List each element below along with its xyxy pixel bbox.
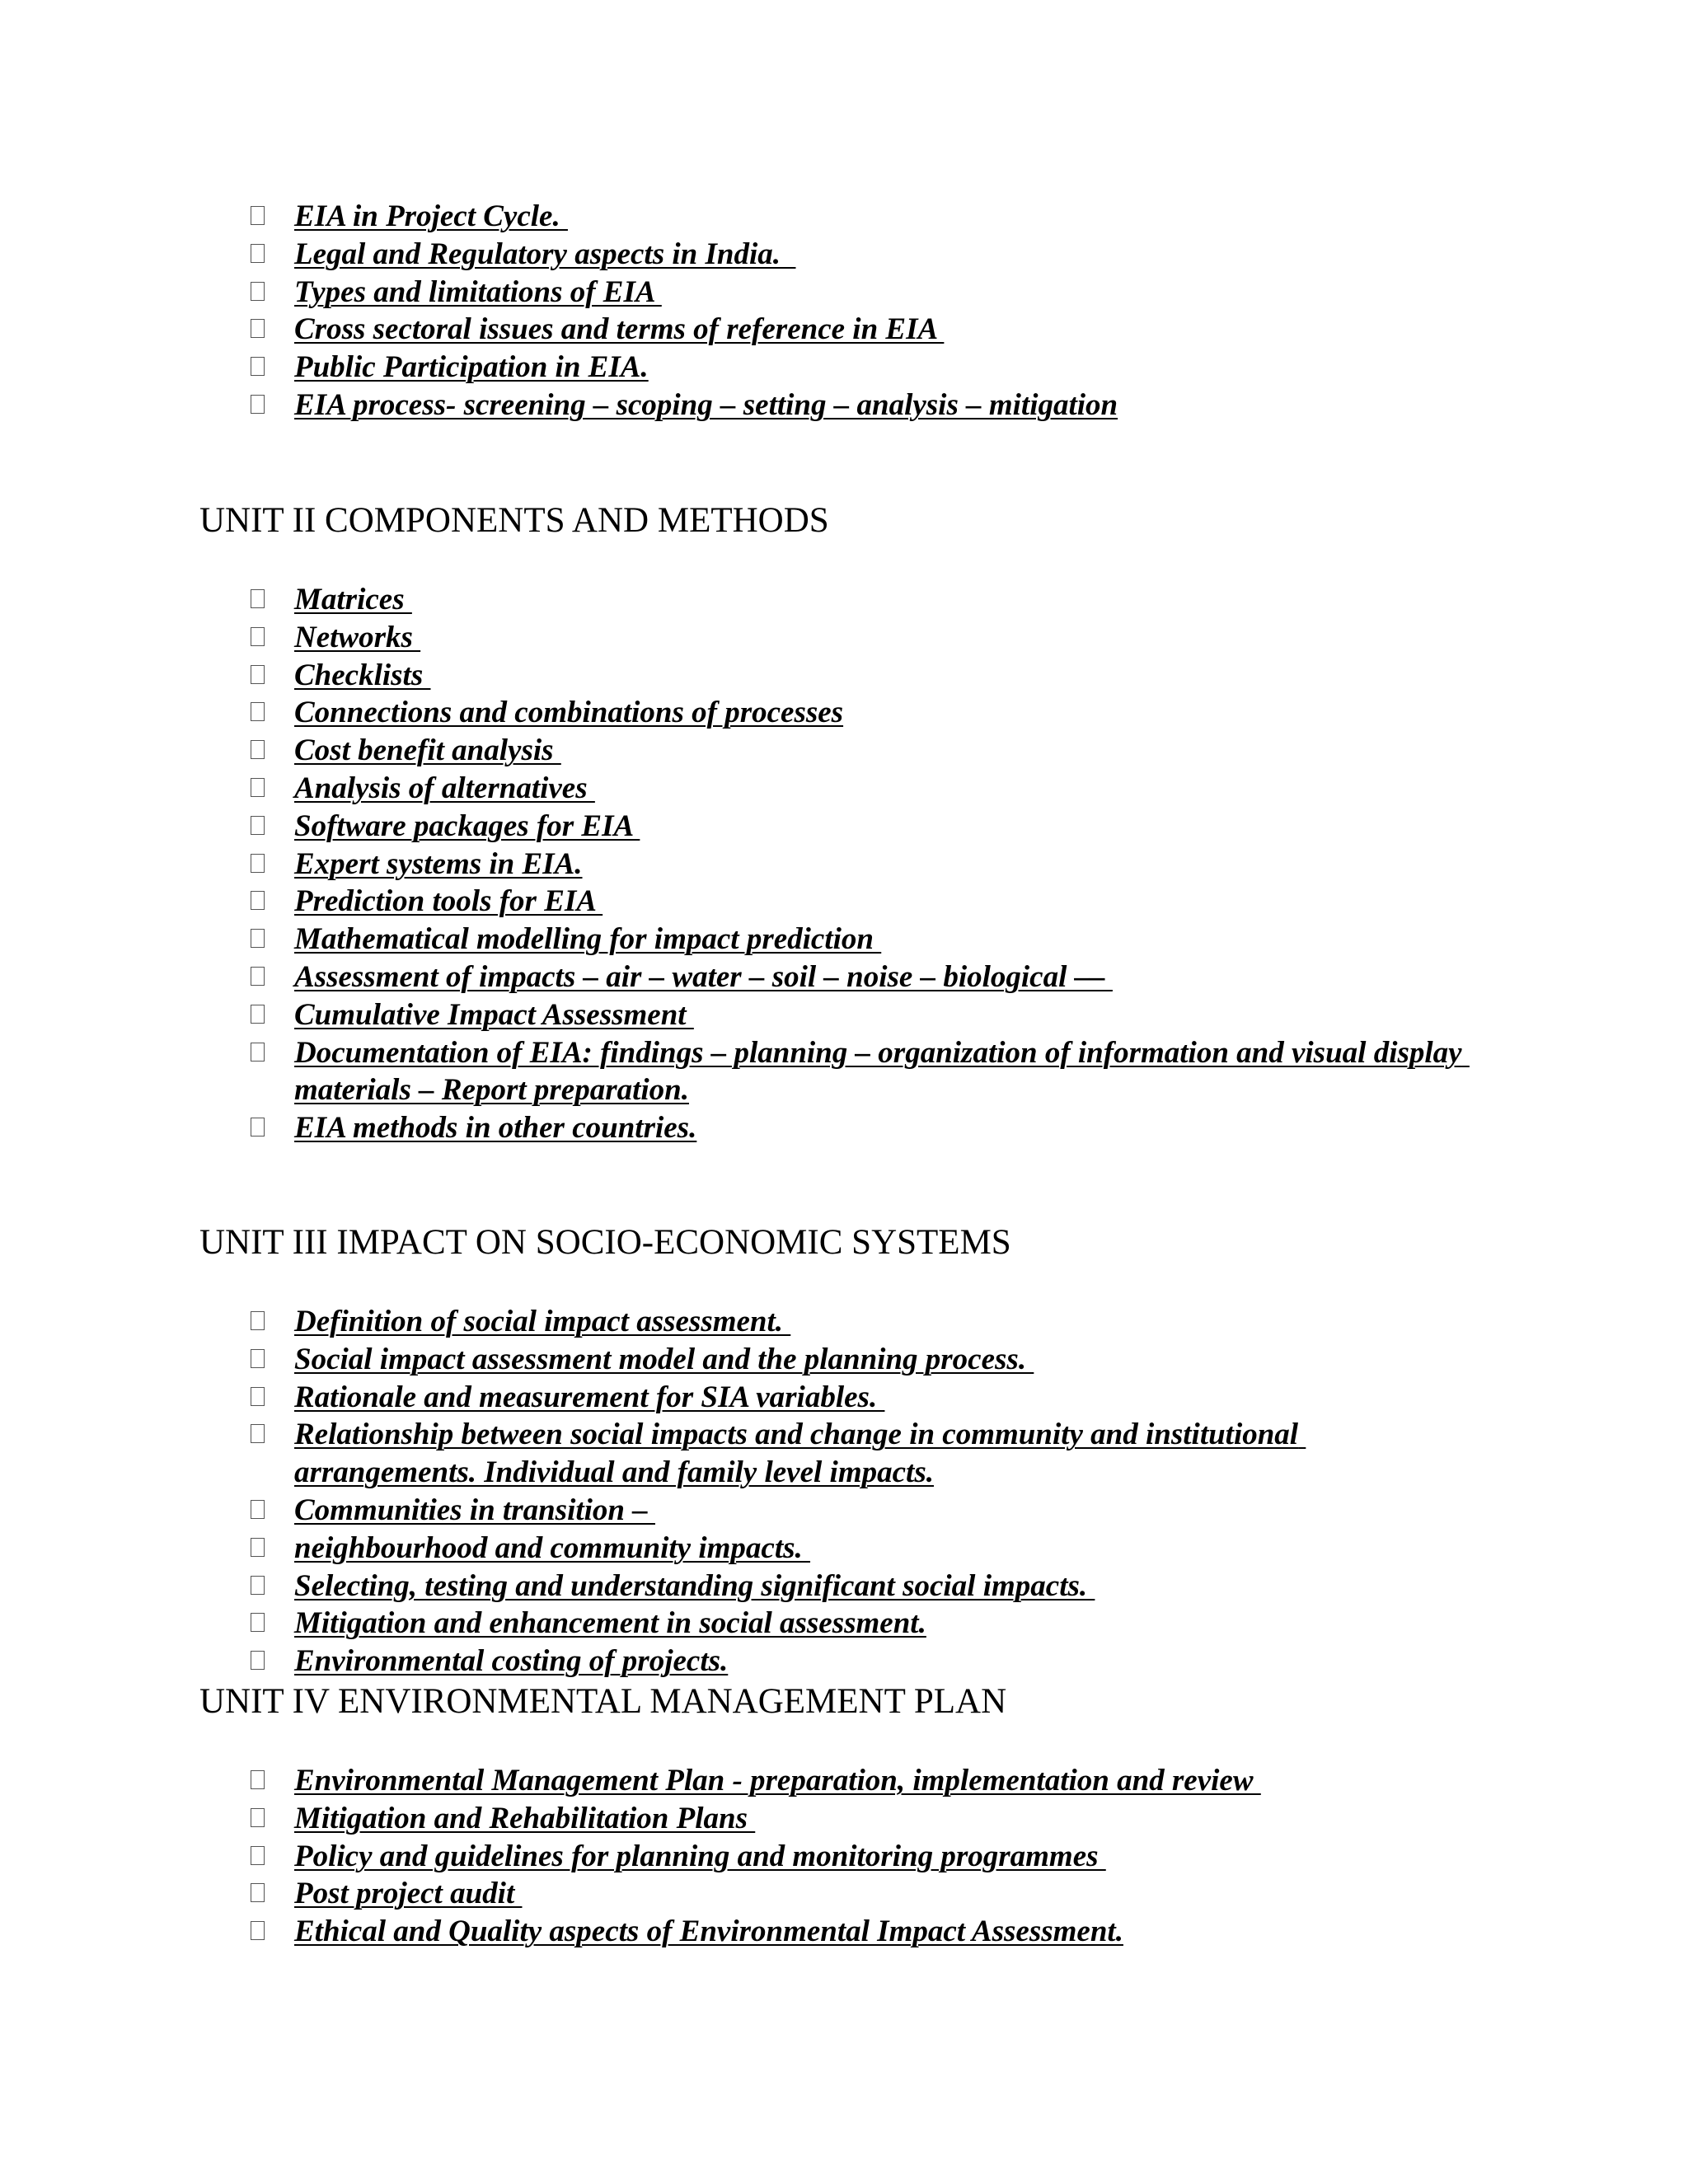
unit2-heading: UNIT II COMPONENTS AND METHODS <box>199 501 829 540</box>
list-item <box>0 1303 1688 1341</box>
list-item <box>0 1800 1688 1838</box>
topic-text: Software packages for EIA <box>294 808 640 843</box>
list-item <box>0 996 1688 1034</box>
checkbox-bullet-icon <box>251 1651 265 1670</box>
topic-text: Documentation of EIA: findings – planning – organization of information and visual display materials – Report preparation. <box>294 1035 1470 1108</box>
topic-text: Legal and Regulatory aspects in India. <box>294 237 796 271</box>
topic-text: Prediction tools for EIA <box>294 884 603 919</box>
list-item <box>0 1913 1688 1951</box>
checkbox-bullet-icon <box>251 891 265 910</box>
checkbox-bullet-icon <box>251 1538 265 1557</box>
checkbox-bullet-icon <box>251 1311 265 1330</box>
list-item <box>0 1568 1688 1605</box>
topic-text: Public Participation in EIA. <box>294 350 649 385</box>
list-item <box>0 1530 1688 1568</box>
topic-text: Rationale and measurement for SIA variables. <box>294 1380 885 1414</box>
list-item <box>0 883 1688 921</box>
topic-text: Post project audit <box>294 1877 523 1911</box>
list-item <box>0 1875 1688 1913</box>
list-item <box>0 619 1688 657</box>
checkbox-bullet-icon <box>251 929 265 948</box>
checkbox-bullet-icon <box>251 1576 265 1595</box>
list-item <box>0 694 1688 732</box>
checkbox-bullet-icon <box>251 702 265 721</box>
list-item <box>0 1492 1688 1530</box>
topic-text: Checklists <box>294 658 431 692</box>
checkbox-bullet-icon <box>251 282 265 301</box>
list-item <box>0 958 1688 996</box>
checkbox-bullet-icon <box>251 395 265 414</box>
list-item <box>0 1643 1688 1680</box>
list-item <box>0 198 1688 236</box>
list-item <box>0 1416 1688 1492</box>
unit3-topic-list <box>0 1303 1688 1680</box>
checkbox-bullet-icon <box>251 1808 265 1827</box>
list-item <box>0 921 1688 958</box>
list-item <box>0 311 1688 349</box>
topic-text: EIA methods in other countries. <box>294 1111 697 1146</box>
checkbox-bullet-icon <box>251 1883 265 1902</box>
list-item <box>0 1034 1688 1110</box>
list-item <box>0 387 1688 424</box>
list-item <box>0 770 1688 808</box>
checkbox-bullet-icon <box>251 1424 265 1443</box>
topic-text: Cumulative Impact Assessment <box>294 997 694 1032</box>
checkbox-bullet-icon <box>251 665 265 684</box>
topic-text: Social impact assessment model and the planning process. <box>294 1342 1034 1376</box>
checkbox-bullet-icon <box>251 1387 265 1406</box>
unit3-heading: UNIT III IMPACT ON SOCIO-ECONOMIC SYSTEMS <box>199 1223 1011 1262</box>
checkbox-bullet-icon <box>251 1118 265 1137</box>
topic-text: Cross sectoral issues and terms of reference in EIA <box>294 312 945 347</box>
checkbox-bullet-icon <box>251 1043 265 1062</box>
list-item <box>0 808 1688 846</box>
checkbox-bullet-icon <box>251 319 265 338</box>
unit2-topic-list <box>0 581 1688 1147</box>
topic-text: Mitigation and Rehabilitation Plans <box>294 1801 756 1835</box>
checkbox-bullet-icon <box>251 740 265 759</box>
checkbox-bullet-icon <box>251 967 265 986</box>
topic-text: Matrices <box>294 583 412 616</box>
list-item <box>0 1605 1688 1643</box>
list-item <box>0 1109 1688 1147</box>
topic-text: Relationship between social impacts and change in community and institutional arrangements. Individual and family level impacts. <box>294 1418 1306 1490</box>
checkbox-bullet-icon <box>251 1005 265 1024</box>
checkbox-bullet-icon <box>251 854 265 873</box>
topic-text: Connections and combinations of processes <box>294 696 844 730</box>
topic-text: Cost benefit analysis <box>294 733 561 768</box>
topic-text: Environmental Management Plan - preparation, implementation and review <box>294 1764 1261 1797</box>
checkbox-bullet-icon <box>251 244 265 263</box>
list-item <box>0 1379 1688 1417</box>
checkbox-bullet-icon <box>251 816 265 835</box>
checkbox-bullet-icon <box>251 1770 265 1789</box>
topic-text: Ethical and Quality aspects of Environmental Impact Assessment. <box>294 1915 1123 1949</box>
checkbox-bullet-icon <box>251 1613 265 1632</box>
checkbox-bullet-icon <box>251 206 265 225</box>
list-item <box>0 1838 1688 1876</box>
topic-text: Analysis of alternatives <box>294 771 595 805</box>
topic-text: neighbourhood and community impacts. <box>294 1530 811 1565</box>
topic-text: Communities in transition – <box>294 1493 655 1527</box>
checkbox-bullet-icon <box>251 1500 265 1519</box>
list-item <box>0 657 1688 695</box>
list-item <box>0 1762 1688 1800</box>
checkbox-bullet-icon <box>251 627 265 646</box>
topic-text: Mitigation and enhancement in social assessment. <box>294 1606 926 1641</box>
checkbox-bullet-icon <box>251 778 265 797</box>
topic-text: Types and limitations of EIA <box>294 274 662 309</box>
topic-text: Mathematical modelling for impact prediction <box>294 922 882 957</box>
list-item <box>0 236 1688 274</box>
unit4-heading: UNIT IV ENVIRONMENTAL MANAGEMENT PLAN <box>199 1682 1007 1721</box>
topic-text: Expert systems in EIA. <box>294 846 583 881</box>
checkbox-bullet-icon <box>251 1846 265 1865</box>
topic-text: Networks <box>294 620 421 654</box>
checkbox-bullet-icon <box>251 1921 265 1940</box>
list-item <box>0 846 1688 883</box>
list-item <box>0 274 1688 312</box>
list-item <box>0 581 1688 619</box>
topic-text: EIA process- screening – scoping – setting – analysis – mitigation <box>294 387 1118 422</box>
unit4-topic-list <box>0 1762 1688 1951</box>
topic-text: Environmental costing of projects. <box>294 1644 729 1679</box>
topic-text: Policy and guidelines for planning and monitoring programmes <box>294 1839 1106 1873</box>
unit1-topic-list <box>0 198 1688 424</box>
topic-text: Definition of social impact assessment. <box>294 1305 791 1338</box>
checkbox-bullet-icon <box>251 589 265 608</box>
list-item <box>0 349 1688 387</box>
topic-text: Assessment of impacts – air – water – soil – noise – biological –– <box>294 959 1113 994</box>
topic-text: EIA in Project Cycle. <box>294 199 568 233</box>
checkbox-bullet-icon <box>251 1349 265 1368</box>
list-item <box>0 732 1688 770</box>
list-item <box>0 1341 1688 1379</box>
checkbox-bullet-icon <box>251 357 265 376</box>
topic-text: Selecting, testing and understanding significant social impacts. <box>294 1568 1095 1603</box>
